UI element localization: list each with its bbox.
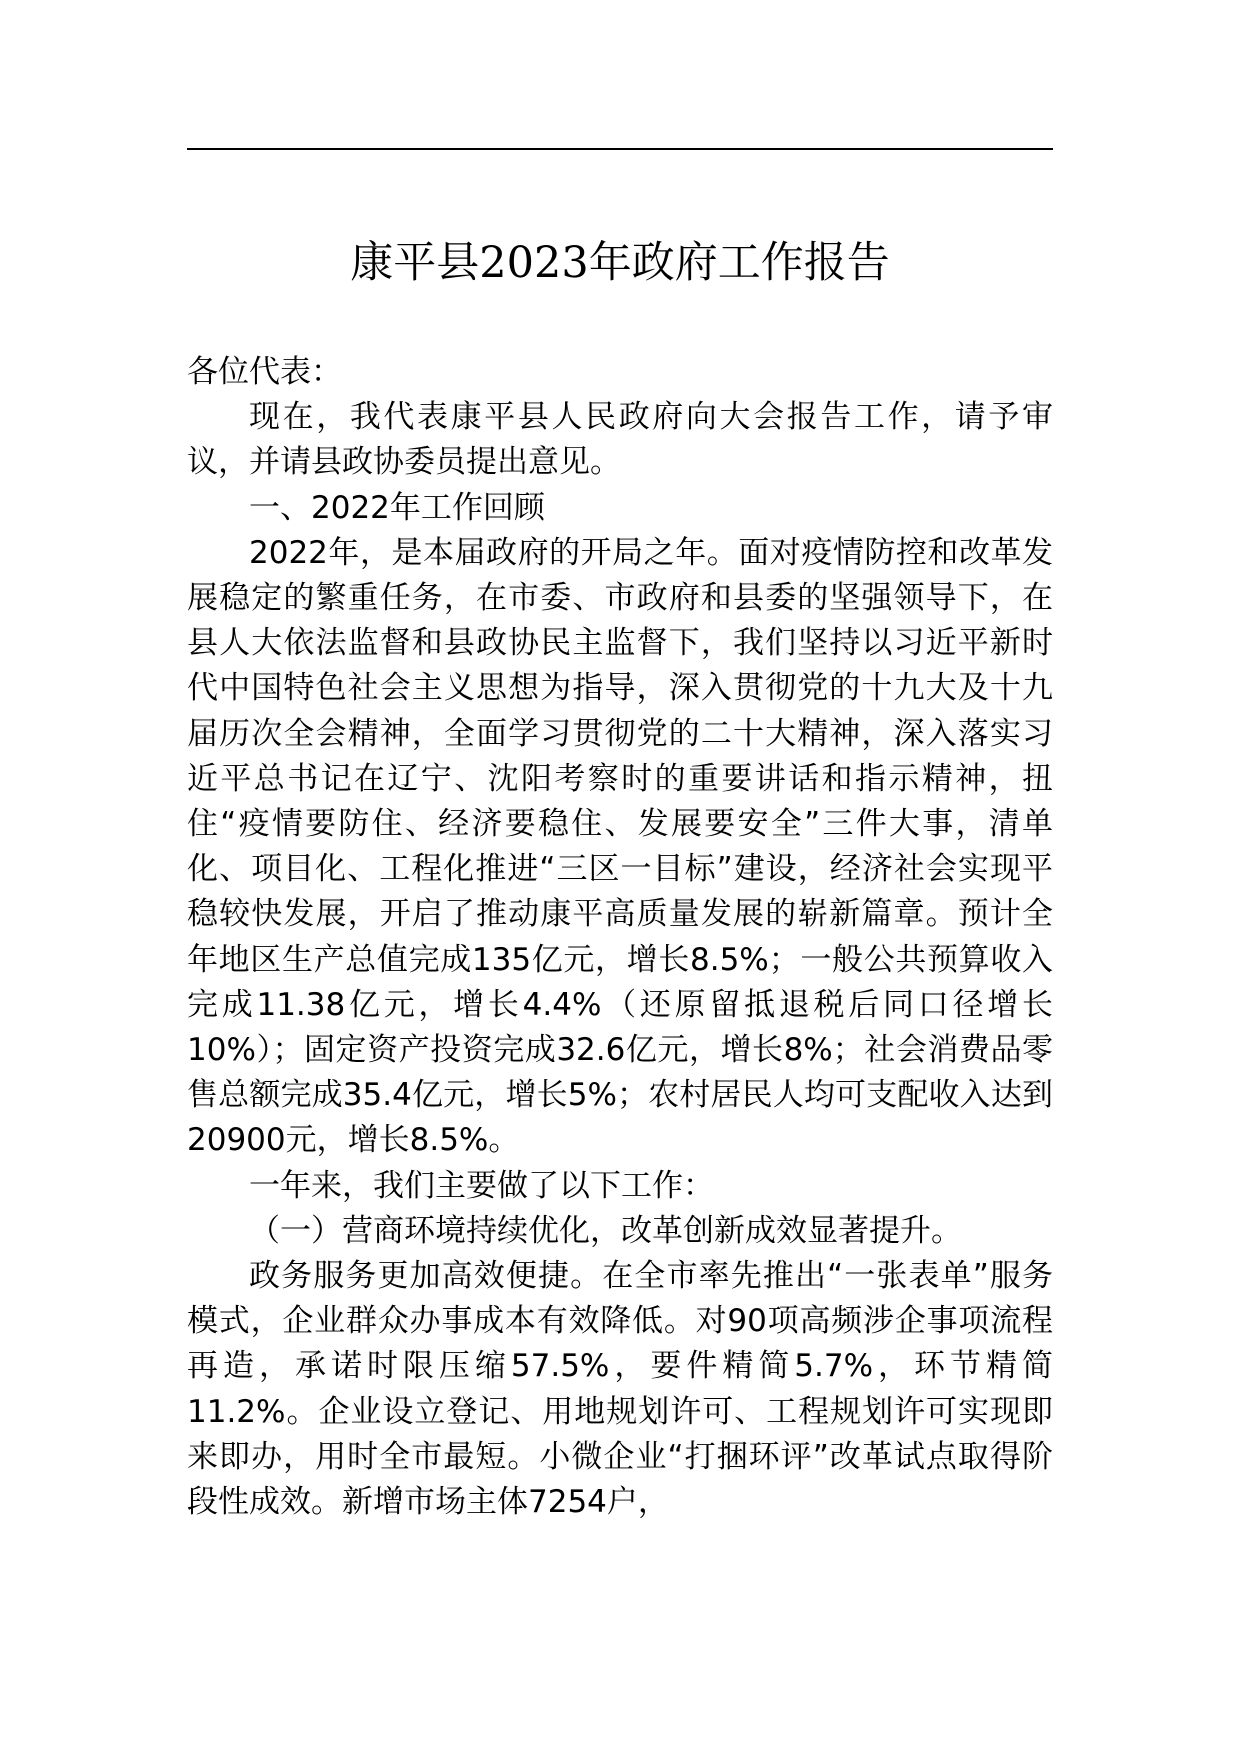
- paragraph-intro: 现在，我代表康平县人民政府向大会报告工作，请予审议，并请县政协委员提出意见。: [187, 399, 1053, 481]
- header-rule: [187, 148, 1053, 150]
- document-title: 康平县2023年政府工作报告: [350, 238, 890, 288]
- paragraph-work-intro: 一年来，我们主要做了以下工作：: [249, 1167, 714, 1204]
- paragraph-salutation: 各位代表：: [187, 354, 342, 390]
- subsection-heading: （一）营商环境持续优化，改革创新成效显著提升。: [249, 1212, 962, 1249]
- section-heading: 一、2022年工作回顾: [249, 489, 545, 526]
- paragraph-review: 2022年，是本届政府的开局之年。面对疫情防控和改革发展稳定的繁重任务，在市委、市政府和县委的坚强领导下，在县人大依法监督和县政协民主监督下，我们坚持以习近平新时代中国特色社会主义思想为指导，深入贯彻党的十九大及十九届历次全会精神，全面学习贯彻党的二十大精神，深入落实习近平总书记在辽宁、沈阳考察时的重要讲话和指示精神，扭住“疫情要防住、经济要稳住、发展要安全”三件大事，清单化、项目化、工程化推进“三区一目标”建设，经济社会实现平稳较快发展，开启了推动康平高质量发展的崭新篇章。预计全年地区生产总值完成135亿元，增长8.5%；一般公共预算收入完成11.38亿元，增长4.4%（还原留抵退税后同口径增长10%）；固定资产投资完成32.6亿元，增长8%；社会消费品零售总额完成35.4亿元，增长5%；农村居民人均可支配收入达到20900元，增长8.5%。: [187, 534, 1053, 1159]
- paragraph-government-services: 政务服务更加高效便捷。在全市率先推出“一张表单”服务模式，企业群众办事成本有效降低。对90项高频涉企事项流程再造，承诺时限压缩57.5%，要件精简5.7%，环节精简11.2%。企业设立登记、用地规划许可、工程规划许可实现即来即办，用时全市最短。小微企业“打捆环评”改革试点取得阶段性成效。新增市场主体7254户，: [187, 1258, 1053, 1521]
- document-body: [187, 350, 1053, 1525]
